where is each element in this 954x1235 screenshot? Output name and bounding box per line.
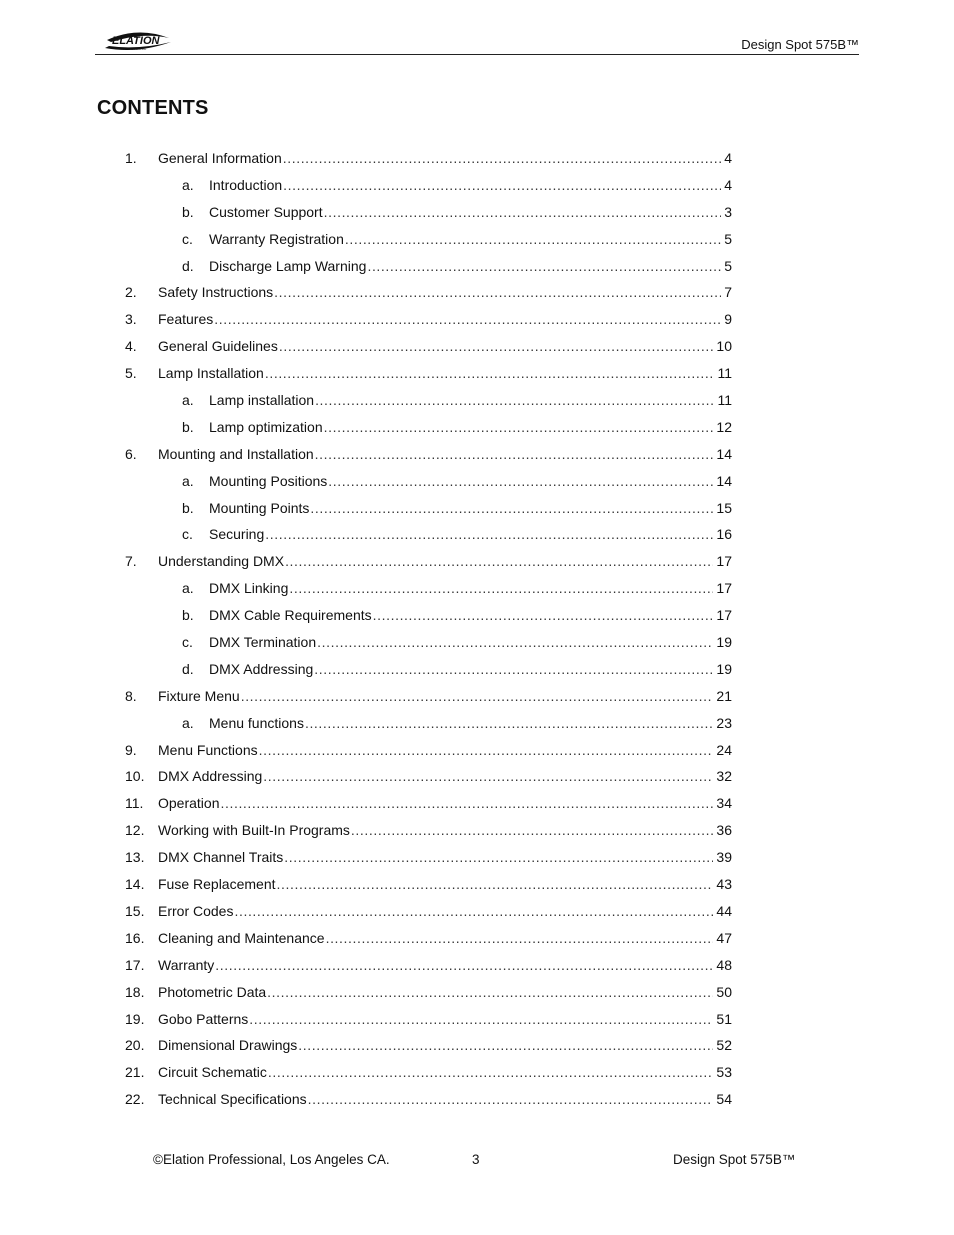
dot-leader	[265, 521, 713, 548]
dot-leader	[305, 710, 713, 737]
dot-leader	[289, 575, 713, 602]
toc-entry-line	[209, 468, 732, 495]
toc-number: a.	[182, 176, 194, 193]
toc-label: Menu Functions	[158, 741, 258, 758]
dot-leader	[315, 387, 714, 414]
toc-page-number: 14	[716, 445, 732, 462]
toc-entry-line	[158, 1006, 732, 1033]
toc-subentry[interactable]	[0, 199, 954, 226]
toc-entry-line	[158, 548, 732, 575]
toc-entry-line	[209, 710, 732, 737]
toc-number: 7.	[125, 553, 137, 570]
dot-leader	[274, 279, 721, 306]
toc-page-number: 39	[716, 849, 732, 866]
dot-leader	[308, 1086, 714, 1113]
toc-page-number: 5	[724, 257, 732, 274]
toc-entry[interactable]	[0, 1032, 954, 1059]
toc-page-number: 23	[716, 714, 732, 731]
toc-page-number: 32	[716, 768, 732, 785]
toc-entry-line	[209, 656, 732, 683]
toc-entry-line	[158, 1086, 732, 1113]
toc-label: Fixture Menu	[158, 687, 240, 704]
dot-leader	[234, 898, 713, 925]
dot-leader	[351, 817, 714, 844]
dot-leader	[283, 145, 721, 172]
toc-entry-line	[158, 441, 732, 468]
toc-entry[interactable]	[0, 1059, 954, 1086]
toc-entry-line	[209, 575, 732, 602]
dot-leader	[220, 790, 713, 817]
toc-number: c.	[182, 526, 193, 543]
toc-number: b.	[182, 499, 194, 516]
toc-number: 14.	[125, 876, 145, 893]
toc-page-number: 44	[716, 902, 732, 919]
logo-subtext: PROFESSIONAL	[123, 47, 147, 51]
dot-leader	[324, 199, 722, 226]
header-title: Design Spot 575B™	[741, 37, 859, 52]
toc-entry-line	[158, 871, 732, 898]
footer-copyright: ©Elation Professional, Los Angeles CA.	[153, 1152, 390, 1167]
toc-page-number: 19	[716, 634, 732, 651]
toc-label: Photometric Data	[158, 983, 267, 1000]
toc-entry[interactable]	[0, 817, 954, 844]
toc-page-number: 48	[716, 956, 732, 973]
toc-entry[interactable]	[0, 763, 954, 790]
toc-entry-line	[158, 817, 732, 844]
toc-label: Safety Instructions	[158, 284, 274, 301]
toc-page-number: 7	[724, 284, 732, 301]
toc-page-number: 5	[724, 230, 732, 247]
toc-entry[interactable]	[0, 844, 954, 871]
toc-page-number: 9	[724, 311, 732, 328]
toc-label: DMX Addressing	[209, 660, 314, 677]
footer-page-number: 3	[472, 1152, 480, 1167]
toc-entry-line	[158, 979, 732, 1006]
toc-page-number: 47	[716, 929, 732, 946]
toc-entry[interactable]	[0, 441, 954, 468]
toc-number: 9.	[125, 741, 137, 758]
toc-number: b.	[182, 607, 194, 624]
toc-entry-line	[209, 226, 732, 253]
toc-page-number: 17	[716, 607, 732, 624]
toc-number: b.	[182, 418, 194, 435]
toc-entry-line	[158, 898, 732, 925]
toc-number: d.	[182, 660, 194, 677]
toc-number: c.	[182, 230, 193, 247]
toc-page-number: 10	[716, 338, 732, 355]
toc-page-number: 11	[717, 365, 732, 382]
toc-page-number: 12	[716, 418, 732, 435]
toc-number: a.	[182, 714, 194, 731]
toc-label: Warranty Registration	[209, 230, 344, 247]
dot-leader	[279, 333, 714, 360]
toc-entry[interactable]	[0, 548, 954, 575]
toc-page-number: 14	[716, 472, 732, 489]
toc-number: 11.	[125, 795, 144, 812]
dot-leader	[265, 360, 715, 387]
dot-leader	[373, 602, 714, 629]
toc-label: Features	[158, 311, 214, 328]
toc-entry-line	[209, 414, 732, 441]
dot-leader	[310, 495, 713, 522]
toc-subentry[interactable]	[0, 495, 954, 522]
footer-title: Design Spot 575B™	[673, 1152, 796, 1167]
toc-label: Mounting Points	[209, 499, 310, 516]
toc-label: Customer Support	[209, 203, 323, 220]
toc-number: 2.	[125, 284, 137, 301]
toc-page-number: 16	[716, 526, 732, 543]
toc-page-number: 53	[716, 1064, 732, 1081]
dot-leader	[324, 414, 714, 441]
page-header	[95, 26, 859, 55]
toc-entry-line	[158, 1059, 732, 1086]
toc-page-number: 11	[717, 392, 732, 409]
toc-subentry[interactable]	[0, 602, 954, 629]
toc-label: Working with Built-In Programs	[158, 822, 350, 839]
dot-leader	[326, 925, 714, 952]
toc-entry[interactable]	[0, 1006, 954, 1033]
toc-number: c.	[182, 634, 193, 651]
table-of-contents	[0, 145, 954, 1113]
dot-leader	[367, 253, 721, 280]
toc-label: Error Codes	[158, 902, 234, 919]
dot-leader	[284, 844, 713, 871]
toc-number: 12.	[125, 822, 145, 839]
toc-entry-line	[209, 495, 732, 522]
toc-label: General Information	[158, 150, 282, 166]
toc-number: 8.	[125, 687, 137, 704]
elation-logo	[103, 28, 173, 52]
toc-page-number: 36	[716, 822, 732, 839]
toc-entry-line	[158, 844, 732, 871]
toc-number: 16.	[125, 929, 145, 946]
toc-number: 15.	[125, 902, 145, 919]
page-title: CONTENTS	[97, 97, 209, 119]
toc-label: Lamp Installation	[158, 365, 264, 382]
toc-page-number: 52	[716, 1037, 732, 1054]
toc-subentry[interactable]	[0, 253, 954, 280]
toc-page-number: 43	[716, 876, 732, 893]
toc-entry[interactable]	[0, 145, 954, 172]
toc-number: 18.	[125, 983, 145, 1000]
toc-page-number: 4	[724, 176, 732, 193]
dot-leader	[315, 441, 714, 468]
toc-entry[interactable]	[0, 925, 954, 952]
toc-number: 4.	[125, 338, 137, 355]
toc-number: a.	[182, 580, 194, 597]
toc-number: 19.	[125, 1010, 145, 1027]
toc-entry[interactable]	[0, 333, 954, 360]
toc-entry-line	[158, 279, 732, 306]
toc-subentry[interactable]	[0, 629, 954, 656]
toc-number: 20.	[125, 1037, 145, 1054]
toc-label: Mounting and Installation	[158, 445, 314, 462]
toc-entry-line	[158, 737, 732, 764]
toc-label: General Guidelines	[158, 338, 278, 355]
toc-page-number: 17	[716, 580, 732, 597]
dot-leader	[249, 1006, 713, 1033]
toc-number: 13.	[125, 849, 145, 866]
toc-entry-line	[158, 360, 732, 387]
toc-number: d.	[182, 257, 194, 274]
toc-label: DMX Linking	[209, 580, 289, 597]
dot-leader	[345, 226, 721, 253]
dot-leader	[283, 172, 721, 199]
toc-page-number: 15	[716, 499, 732, 516]
toc-label: Discharge Lamp Warning	[209, 257, 367, 274]
toc-label: Gobo Patterns	[158, 1010, 249, 1027]
toc-subentry[interactable]	[0, 172, 954, 199]
toc-subentry[interactable]	[0, 710, 954, 737]
toc-page-number: 17	[716, 553, 732, 570]
toc-entry-line	[209, 521, 732, 548]
toc-entry[interactable]	[0, 360, 954, 387]
toc-label: Technical Specifications	[158, 1091, 307, 1108]
logo-wordmark: ELATION	[112, 35, 160, 47]
toc-entry-line	[158, 1032, 732, 1059]
toc-number: 5.	[125, 365, 137, 382]
toc-number: 17.	[125, 956, 145, 973]
toc-entry-line	[209, 602, 732, 629]
toc-page-number: 19	[716, 660, 732, 677]
toc-entry[interactable]	[0, 979, 954, 1006]
toc-label: Menu functions	[209, 714, 304, 731]
dot-leader	[259, 737, 714, 764]
dot-leader	[328, 468, 713, 495]
toc-entry[interactable]	[0, 683, 954, 710]
toc-entry[interactable]	[0, 871, 954, 898]
toc-label: Warranty	[158, 956, 215, 973]
toc-label: Lamp optimization	[209, 418, 323, 435]
toc-entry-line	[158, 925, 732, 952]
toc-label: Introduction	[209, 176, 283, 193]
toc-page-number: 54	[716, 1091, 732, 1108]
toc-label: DMX Channel Traits	[158, 849, 284, 866]
toc-page-number: 34	[716, 795, 732, 812]
toc-entry[interactable]	[0, 898, 954, 925]
toc-entry-line	[158, 145, 732, 172]
toc-subentry[interactable]	[0, 656, 954, 683]
toc-label: Lamp installation	[209, 392, 315, 409]
toc-label: Understanding DMX	[158, 553, 285, 570]
toc-subentry[interactable]	[0, 575, 954, 602]
toc-entry[interactable]	[0, 790, 954, 817]
toc-entry-line	[158, 333, 732, 360]
toc-number: a.	[182, 472, 194, 489]
dot-leader	[263, 763, 713, 790]
toc-subentry[interactable]	[0, 226, 954, 253]
dot-leader	[298, 1032, 713, 1059]
toc-label: Fuse Replacement	[158, 876, 276, 893]
toc-number: 6.	[125, 445, 137, 462]
toc-subentry[interactable]	[0, 387, 954, 414]
toc-label: DMX Cable Requirements	[209, 607, 372, 624]
toc-label: DMX Addressing	[158, 768, 263, 785]
toc-number: b.	[182, 203, 194, 220]
toc-label: DMX Termination	[209, 634, 317, 651]
toc-label: Dimensional Drawings	[158, 1037, 298, 1054]
dot-leader	[314, 656, 713, 683]
toc-number: 1.	[125, 150, 137, 166]
toc-entry-line	[209, 629, 732, 656]
toc-page-number: 21	[716, 687, 732, 704]
toc-entry[interactable]	[0, 279, 954, 306]
toc-label: Securing	[209, 526, 265, 543]
dot-leader	[277, 871, 714, 898]
toc-page-number: 4	[724, 150, 732, 166]
toc-page-number: 51	[716, 1010, 732, 1027]
toc-entry-line	[158, 306, 732, 333]
toc-page-number: 50	[716, 983, 732, 1000]
toc-entry[interactable]	[0, 306, 954, 333]
toc-subentry[interactable]	[0, 468, 954, 495]
toc-label: Operation	[158, 795, 220, 812]
toc-entry[interactable]	[0, 1086, 954, 1113]
toc-number: 3.	[125, 311, 137, 328]
toc-entry-line	[209, 253, 732, 280]
toc-entry-line	[209, 172, 732, 199]
toc-entry-line	[158, 790, 732, 817]
toc-entry-line	[158, 952, 732, 979]
dot-leader	[317, 629, 713, 656]
toc-entry-line	[158, 763, 732, 790]
toc-label: Circuit Schematic	[158, 1064, 267, 1081]
toc-entry-line	[209, 387, 732, 414]
toc-entry[interactable]	[0, 952, 954, 979]
dot-leader	[285, 548, 713, 575]
dot-leader	[267, 979, 713, 1006]
toc-label: Mounting Positions	[209, 472, 328, 489]
toc-number: 21.	[125, 1064, 145, 1081]
dot-leader	[268, 1059, 714, 1086]
dot-leader	[241, 683, 714, 710]
toc-entry-line	[209, 199, 732, 226]
toc-number: 10.	[125, 768, 145, 785]
toc-subentry[interactable]	[0, 521, 954, 548]
toc-number: 22.	[125, 1091, 145, 1108]
toc-label: Cleaning and Maintenance	[158, 929, 325, 946]
toc-entry[interactable]	[0, 737, 954, 764]
toc-page-number: 24	[716, 741, 732, 758]
toc-subentry[interactable]	[0, 414, 954, 441]
dot-leader	[215, 952, 713, 979]
toc-entry-line	[158, 683, 732, 710]
dot-leader	[214, 306, 721, 333]
toc-number: a.	[182, 392, 194, 409]
toc-page-number: 3	[724, 203, 732, 220]
